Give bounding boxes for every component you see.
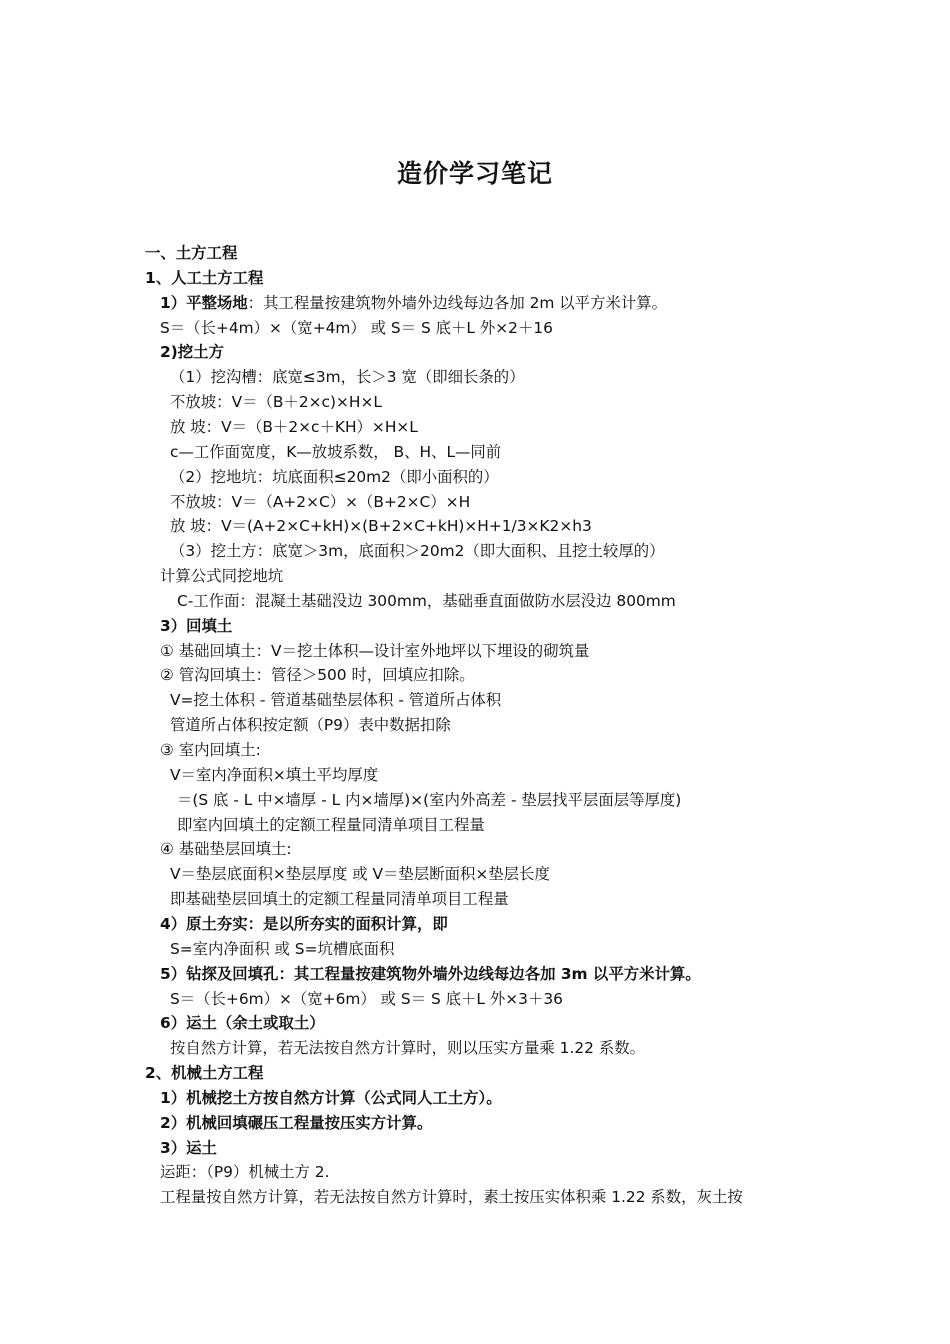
- document-line: [177, 589, 676, 614]
- line-text: S＝（长+6m）×（宽+6m） 或 S＝ S 底＋L 外×3＋36: [170, 989, 563, 1008]
- document-line: [160, 316, 553, 341]
- line-text: （2）挖地坑：坑底面积≤20m2（即小面积的）: [170, 467, 499, 486]
- document-line: [160, 1136, 217, 1161]
- line-text: 2）机械回填碾压工程量按压实方计算。: [160, 1113, 433, 1132]
- document-line: [160, 663, 475, 688]
- line-text: 3）回填土: [160, 616, 233, 635]
- line-text: 2、机械土方工程: [145, 1064, 264, 1083]
- document-line: [160, 962, 701, 987]
- document-line: [170, 763, 378, 788]
- document-line: [160, 1011, 325, 1036]
- line-text: 放 坡：V＝（B＋2×c＋KH）×H×L: [170, 417, 418, 436]
- document-line: [170, 465, 499, 490]
- line-text: C-工作面：混凝土基础没边 300mm，基础垂直面做防水层没边 800mm: [177, 591, 676, 610]
- document-line: [160, 1086, 502, 1111]
- document-line: [160, 738, 261, 763]
- document-line: [170, 514, 592, 539]
- line-text: 放 坡：V＝(A+2×C+kH)×(B+2×C+kH)×H+1/3×K2×h3: [170, 517, 592, 536]
- document-line: [160, 1160, 329, 1185]
- document-line: [145, 241, 237, 266]
- document-line: [170, 887, 509, 912]
- line-text: V=挖土体积 - 管道基础垫层体积 - 管道所占体积: [170, 691, 502, 710]
- document-line: [170, 862, 550, 887]
- line-text: c—工作面宽度，K—放坡系数， B、H、L—同前: [170, 442, 502, 461]
- document-line: [177, 788, 681, 813]
- line-text: ② 管沟回填土：管径＞500 时，回填应扣除。: [160, 666, 475, 685]
- line-text: 6）运土（余土或取土）: [160, 1014, 325, 1033]
- line-text: 1）机械挖土方按自然方计算（公式同人工土方）。: [160, 1088, 502, 1107]
- line-text: 4）原土夯实：是以所夯实的面积计算，即: [160, 914, 448, 933]
- line-text: 即基础垫层回填土的定额工程量同清单项目工程量: [170, 890, 509, 909]
- line-text: （1）挖沟槽：底宽≤3m，长＞3 宽（即细长条的）: [170, 368, 525, 387]
- line-text: 计算公式同挖地坑: [160, 567, 284, 586]
- line-text: 不放坡：V＝（A+2×C）×（B+2×C）×H: [170, 492, 471, 511]
- document-line: [170, 390, 382, 415]
- document-line: [160, 291, 667, 316]
- document-line: [170, 688, 501, 713]
- line-text: 即室内回填土的定额工程量同清单项目工程量: [177, 815, 485, 834]
- document-line: [145, 266, 263, 291]
- document-line: [170, 1036, 645, 1061]
- document-line: [160, 614, 232, 639]
- line-text: 3）运土: [160, 1138, 217, 1157]
- document-line: [177, 813, 485, 838]
- line-text: S＝（长+4m）×（宽+4m） 或 S＝ S 底＋L 外×2＋16: [160, 318, 553, 337]
- document-title: 造价学习笔记: [396, 159, 553, 188]
- line-text: 不放坡：V＝（B＋2×c)×H×L: [170, 393, 382, 412]
- document-line: [170, 713, 451, 738]
- line-text: ① 基础回填土：V＝挖土体积—设计室外地坪以下埋设的砌筑量: [160, 641, 590, 660]
- line-text: 一、土方工程: [145, 244, 238, 262]
- document-line: [170, 987, 563, 1012]
- line-text: 1、人工土方工程: [145, 268, 264, 287]
- document-line: [145, 1061, 263, 1086]
- line-text: 按自然方计算，若无法按自然方计算时，则以压实方量乘 1.22 系数。: [170, 1039, 645, 1058]
- line-text: ＝(S 底 - L 中×墙厚 - L 内×墙厚)×(室内外高差 - 垫层找平层面层等厚度): [177, 790, 682, 809]
- line-text: 运距：（P9）机械土方 2.: [160, 1163, 330, 1182]
- line-text: S=室内净面积 或 S=坑槽底面积: [170, 939, 395, 958]
- document-line: [170, 415, 418, 440]
- line-text: 管道所占体积按定额（P9）表中数据扣除: [170, 716, 451, 735]
- line-text: 工程量按自然方计算，若无法按自然方计算时，素土按压实体积乘 1.22 系数，灰土按: [160, 1188, 743, 1207]
- line-text: ③ 室内回填土:: [160, 741, 261, 759]
- line-text: 5）钻探及回填孔：其工程量按建筑物外墙外边线每边各加 3m 以平方米计算。: [160, 964, 701, 983]
- document-line: [170, 937, 394, 962]
- document-line: [160, 340, 224, 365]
- line-text: 2)挖土方: [160, 343, 224, 362]
- document-line: [160, 564, 283, 589]
- line-text: ：其工程量按建筑物外墙外边线每边各加 2m 以平方米计算。: [247, 293, 668, 312]
- line-text: V＝垫层底面积×垫层厚度 或 V＝垫层断面积×垫层长度: [170, 865, 550, 884]
- document-line: [170, 365, 525, 390]
- line-text: （3）挖土方：底宽＞3m，底面积＞20m2（即大面积、且挖土较厚的）: [170, 542, 665, 561]
- document-line: [160, 1111, 432, 1136]
- document-line: [160, 837, 292, 862]
- document-line: [170, 440, 501, 465]
- document-line: [160, 639, 589, 664]
- document-line: [160, 1185, 743, 1210]
- document-line: [170, 539, 665, 564]
- document-line: [170, 490, 470, 515]
- document-line: [160, 912, 448, 937]
- line-text: ④ 基础垫层回填土:: [160, 840, 292, 859]
- line-text: V＝室内净面积×填土平均厚度: [170, 765, 379, 784]
- line-heading: 1）平整场地: [160, 293, 248, 312]
